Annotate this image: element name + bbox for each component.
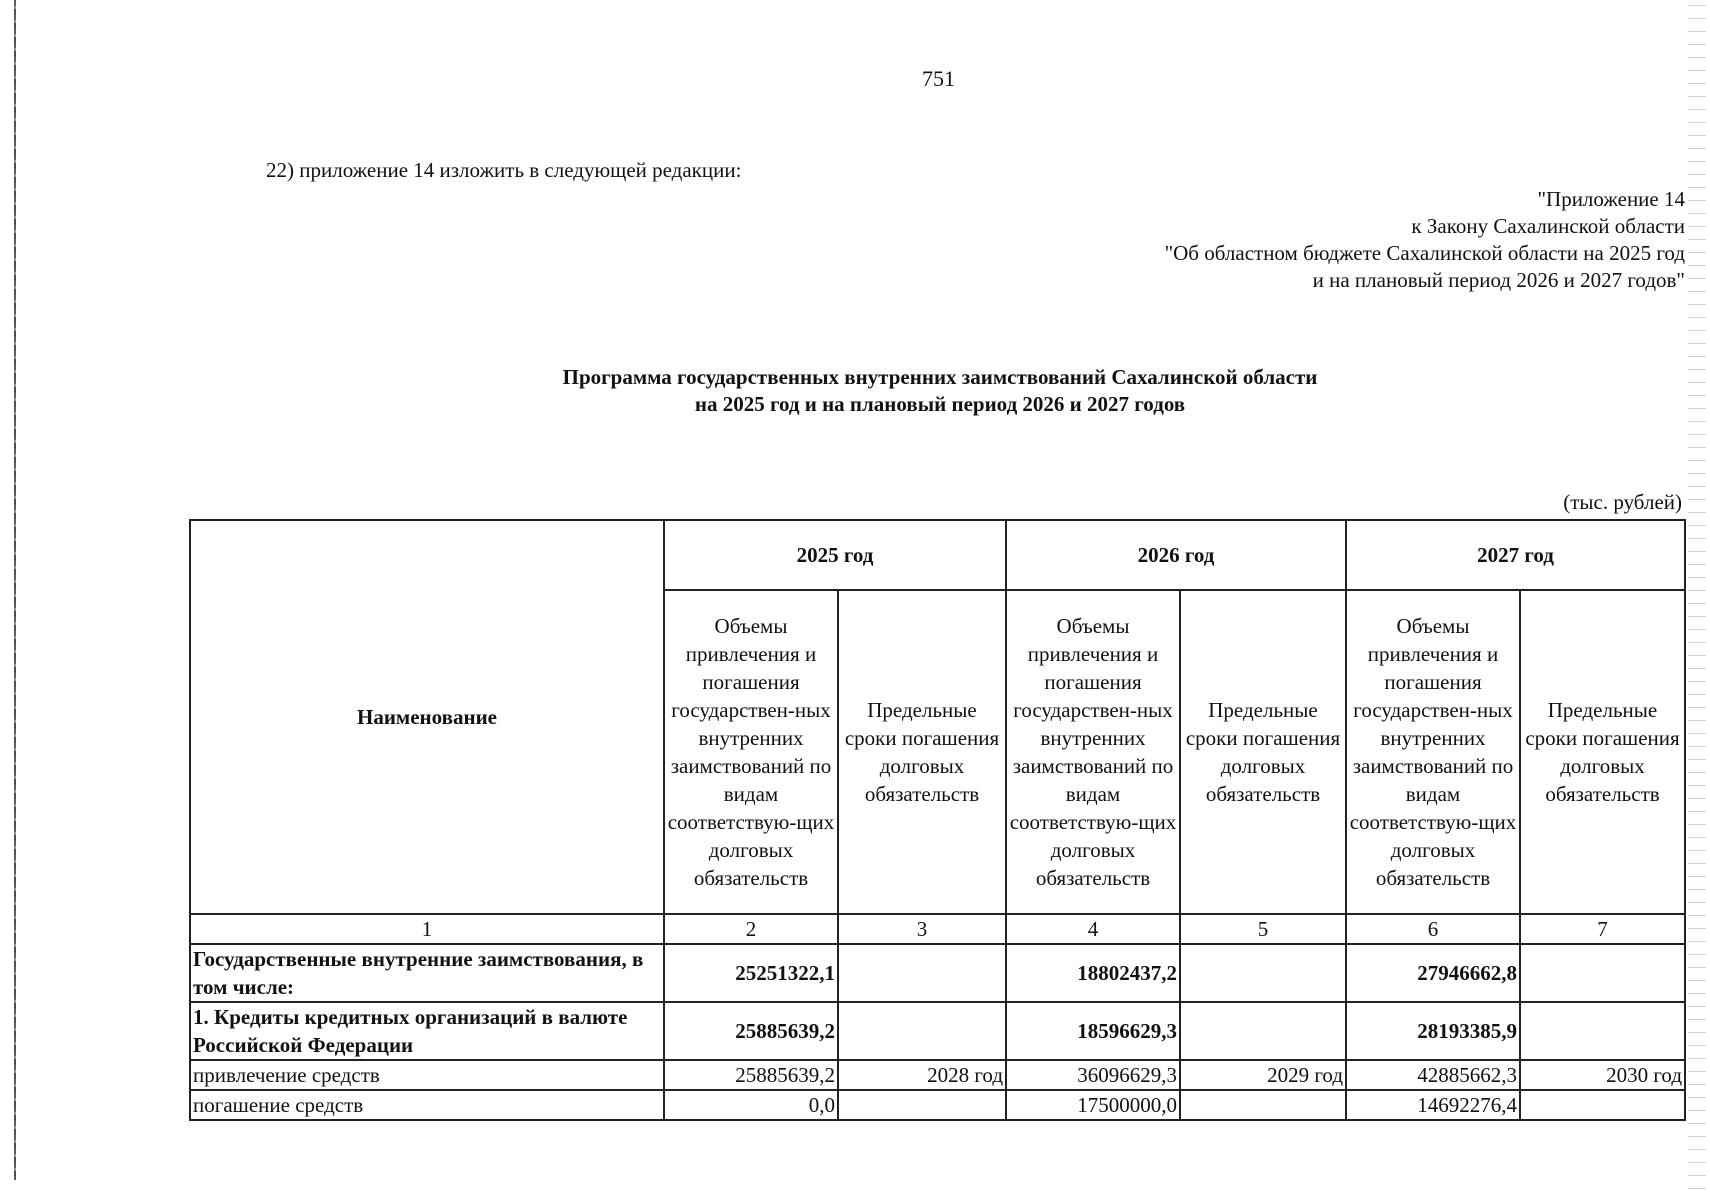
row-name: привлечение средств: [190, 1060, 664, 1090]
term-cell: [1180, 1090, 1346, 1120]
scan-left-edge: [14, 0, 16, 1180]
amount-cell: 36096629,3: [1006, 1060, 1180, 1090]
table-row: [190, 944, 1685, 1002]
amount-cell: 17500000,0: [1006, 1090, 1180, 1120]
column-number: 6: [1346, 914, 1520, 944]
appendix-line: и на плановый период 2026 и 2027 годов": [1312, 268, 1685, 292]
appendix-line: "Приложение 14: [1537, 187, 1685, 211]
page-number: 751: [922, 66, 955, 91]
term-cell: [838, 1090, 1006, 1120]
column-number: 3: [838, 914, 1006, 944]
term-cell: [838, 944, 1006, 1002]
borrowings-table: [189, 519, 1686, 1121]
row-name: 1. Кредиты кредитных организаций в валюте Российской Федерации: [190, 1002, 664, 1060]
year-header-2026: 2026 год: [1006, 520, 1346, 590]
amount-cell: 42885662,3: [1346, 1060, 1520, 1090]
table-row: [190, 1090, 1685, 1120]
column-number-row: [190, 914, 1685, 944]
term-cell: [1180, 944, 1346, 1002]
amount-cell: 18596629,3: [1006, 1002, 1180, 1060]
units-label: (тыс. рублей): [1563, 490, 1682, 514]
amount-cell: 25251322,1: [664, 944, 838, 1002]
amount-cell: 25885639,2: [664, 1060, 838, 1090]
appendix-reference: [1165, 186, 1685, 294]
terms-column-header: Предельные сроки погашения долговых обязательств: [1520, 590, 1685, 914]
terms-column-header: Предельные сроки погашения долговых обязательств: [838, 590, 1006, 914]
amount-cell: 27946662,8: [1346, 944, 1520, 1002]
term-cell: [838, 1002, 1006, 1060]
amount-cell: 28193385,9: [1346, 1002, 1520, 1060]
intro-paragraph: 22) приложение 14 изложить в следующей редакции:: [266, 158, 742, 182]
row-name: Государственные внутренние заимствования, в том числе:: [190, 944, 664, 1002]
document-title: [0, 364, 1710, 418]
term-cell: [1520, 1002, 1685, 1060]
term-cell: [1520, 944, 1685, 1002]
volume-column-header: Объемы привлечения и погашения государствен-ных внутренних заимствований по видам соответствую-щих долговых обязательств: [1346, 590, 1520, 914]
volume-column-header: Объемы привлечения и погашения государствен-ных внутренних заимствований по видам соответствую-щих долговых обязательств: [1006, 590, 1180, 914]
amount-cell: 14692276,4: [1346, 1090, 1520, 1120]
term-cell: 2029 год: [1180, 1060, 1346, 1090]
scan-right-edge: [1688, 0, 1706, 1200]
column-number: 5: [1180, 914, 1346, 944]
row-name: погашение средств: [190, 1090, 664, 1120]
table-row: [190, 1002, 1685, 1060]
appendix-line: к Закону Сахалинской области: [1411, 214, 1685, 238]
title-line: на 2025 год и на плановый период 2026 и 2027 годов: [694, 392, 1186, 416]
name-column-header: Наименование: [190, 520, 664, 914]
table-row: [190, 1060, 1685, 1090]
appendix-line: "Об областном бюджете Сахалинской области на 2025 год: [1164, 241, 1685, 265]
column-number: 4: [1006, 914, 1180, 944]
column-number: 7: [1520, 914, 1685, 944]
term-cell: 2030 год: [1520, 1060, 1685, 1090]
term-cell: 2028 год: [838, 1060, 1006, 1090]
amount-cell: 18802437,2: [1006, 944, 1180, 1002]
terms-column-header: Предельные сроки погашения долговых обязательств: [1180, 590, 1346, 914]
amount-cell: 25885639,2: [664, 1002, 838, 1060]
year-header-2025: 2025 год: [664, 520, 1006, 590]
volume-column-header: Объемы привлечения и погашения государствен-ных внутренних заимствований по видам соответствую-щих долговых обязательств: [664, 590, 838, 914]
term-cell: [1520, 1090, 1685, 1120]
title-line: Программа государственных внутренних заимствований Сахалинской области: [562, 365, 1318, 389]
column-number: 2: [664, 914, 838, 944]
year-header-2027: 2027 год: [1346, 520, 1685, 590]
term-cell: [1180, 1002, 1346, 1060]
column-number: 1: [190, 914, 664, 944]
amount-cell: 0,0: [664, 1090, 838, 1120]
